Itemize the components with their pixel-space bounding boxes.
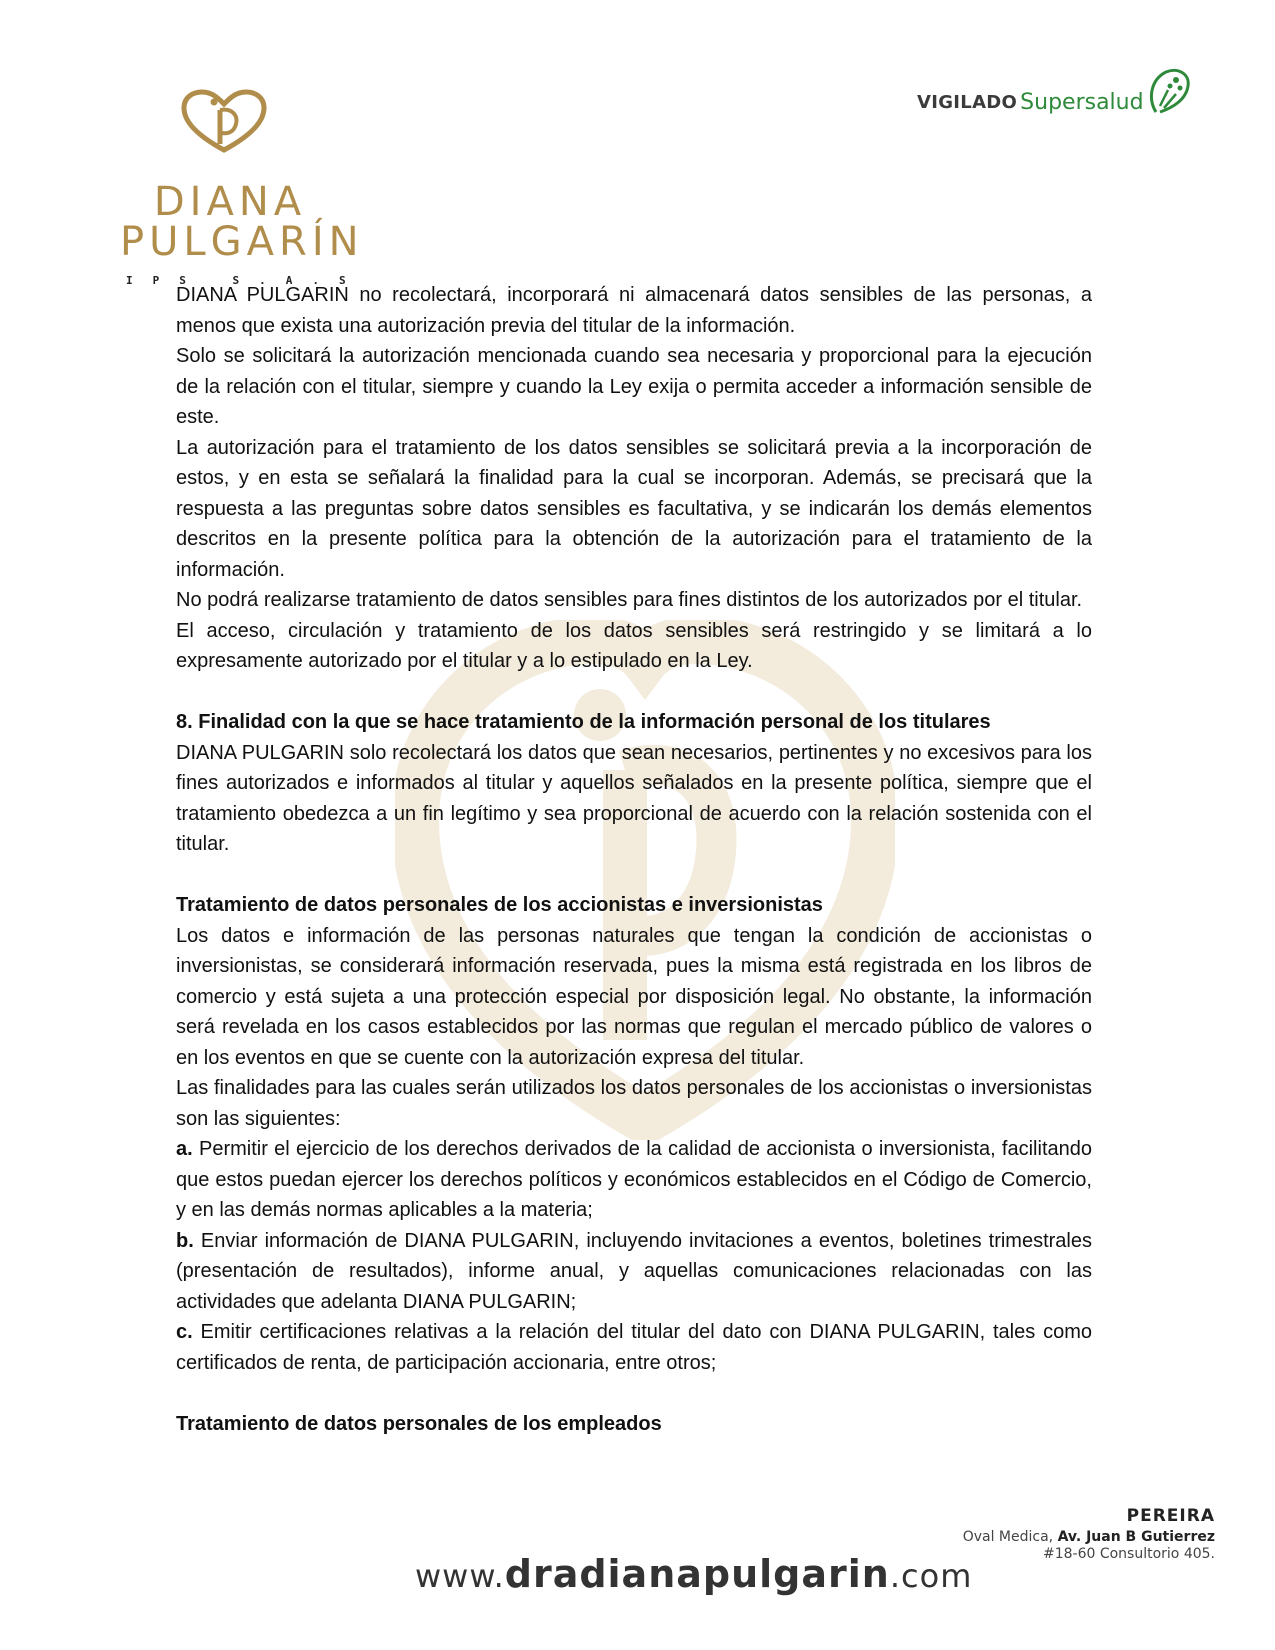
list-item-text: Emitir certificaciones relativas a la relación del titular del dato con DIANA PULGARIN, tales como certificados de renta, de participación accionaria, entre otros; bbox=[176, 1321, 1092, 1374]
url-prefix: www. bbox=[415, 1557, 505, 1595]
vigilado-label: VIGILADO bbox=[917, 91, 1018, 113]
paragraph: No podrá realizarse tratamiento de datos sensibles para fines distintos de los autorizados por el titular. bbox=[176, 589, 1083, 611]
section-heading-8: 8. Finalidad con la que se hace tratamiento de la información personal de los titulares bbox=[176, 711, 991, 733]
subheading-empleados: Tratamiento de datos personales de los empleados bbox=[176, 1412, 662, 1435]
supersalud-label: Supersalud bbox=[1020, 89, 1144, 115]
list-item-text: Enviar información de DIANA PULGARIN, incluyendo invitaciones a eventos, boletines trimestrales (presentación de resultados), informe anual, y aquellas comunicaciones relacionadas con las actividades que adelanta DIANA PULGARIN; bbox=[176, 1229, 1092, 1313]
footer-address-line1 bbox=[963, 1529, 1215, 1546]
supersalud-icon bbox=[1146, 66, 1192, 118]
subheading-accionistas: Tratamiento de datos personales de los accionistas e inversionistas bbox=[176, 894, 823, 916]
document-body bbox=[176, 280, 1092, 1439]
vigilado-supersalud-badge bbox=[917, 86, 1192, 118]
footer-address bbox=[963, 1508, 1215, 1563]
paragraph: Las finalidades para las cuales serán utilizados los datos personales de los accionistas o inversionistas son las siguientes: bbox=[176, 1077, 1092, 1130]
list-item bbox=[176, 1134, 1092, 1226]
footer-website-link[interactable] bbox=[415, 1552, 972, 1596]
address-place: Oval Medica, bbox=[962, 1529, 1058, 1545]
logo-name-line1: DIANA bbox=[153, 179, 307, 225]
url-suffix: .com bbox=[889, 1557, 973, 1595]
heart-logo-icon bbox=[178, 88, 270, 154]
footer-address-line2: #18-60 Consultorio 405. bbox=[1042, 1546, 1215, 1562]
url-domain: dradianapulgarin bbox=[504, 1552, 890, 1596]
paragraph: Solo se solicitará la autorización mencionada cuando sea necesaria y proporcional para la ejecución de la relación con el titular, siempre y cuando la Ley exija o permita acceder a información sensible de este. bbox=[176, 345, 1092, 428]
paragraph: El acceso, circulación y tratamiento de los datos sensibles será restringido y se limitará a lo expresamente autorizado por el titular y a lo estipulado en la Ley. bbox=[176, 619, 1092, 672]
list-item-text: Permitir el ejercicio de los derechos derivados de la calidad de accionista o inversionista, facilitando que estos puedan ejercer los derechos políticos y económicos establecidos en el Código de Comercio, y en las demás normas aplicables a la materia; bbox=[176, 1138, 1092, 1221]
paragraph: DIANA PULGARIN solo recolectará los datos que sean necesarios, pertinentes y no excesivos para los fines autorizados e informados al titular y aquellos señalados en la presente política, siempre que el tratamiento obedezca a un fin legítimo y sea proporcional de acuerdo con la relación sostenida con el titular. bbox=[176, 741, 1092, 855]
logo-name-line2: PULGARÍN bbox=[120, 219, 364, 265]
list-item-label: a. bbox=[176, 1138, 193, 1160]
paragraph: DIANA PULGARIN no recolectará, incorporará ni almacenará datos sensibles de las personas, a menos que exista una autorización previa del titular de la información. bbox=[176, 284, 1092, 337]
list-item-label: c. bbox=[176, 1321, 193, 1343]
paragraph: La autorización para el tratamiento de los datos sensibles se solicitará previa a la incorporación de estos, y en esta se señalará la finalidad para la cual se incorporan. Además, se precisará que la respuesta a las preguntas sobre datos sensibles es facultativa, y se indicarán los demás elementos descritos en la presente política para la obtención de la autorización para el tratamiento de la información. bbox=[176, 436, 1092, 581]
address-street: Av. Juan B Gutierrez bbox=[1057, 1529, 1215, 1545]
list-item-label: b. bbox=[176, 1229, 194, 1252]
paragraph: Los datos e información de las personas naturales que tengan la condición de accionistas o inversionistas, se considerará información reservada, pues la misma está registrada en los libros de comercio y está sujeta a una protección especial por disposición legal. No obstante, la información será revelada en los casos establecidos por las normas que regulan el mercado público de valores o en los eventos en que se cuente con la autorización expresa del titular. bbox=[176, 924, 1092, 1069]
company-logo bbox=[120, 88, 366, 287]
logo-subtitle: IPS S.A.S bbox=[126, 274, 366, 287]
list-item bbox=[176, 1317, 1092, 1378]
list-item bbox=[176, 1226, 1092, 1318]
footer-city: PEREIRA bbox=[1126, 1506, 1215, 1526]
